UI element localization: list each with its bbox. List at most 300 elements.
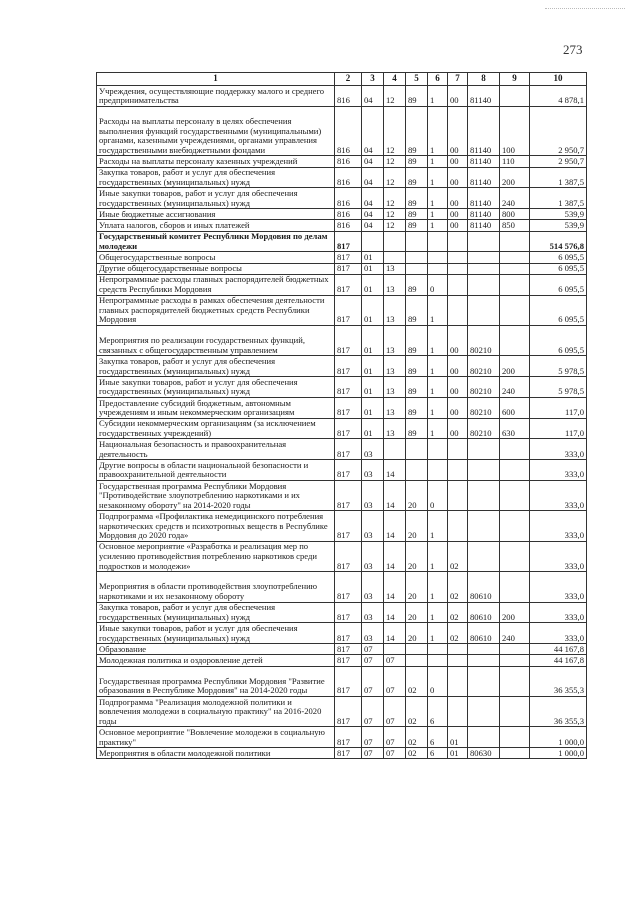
row-event [448, 231, 468, 252]
row-subsection: 13 [384, 397, 406, 418]
table-row [97, 263, 587, 274]
row-subsection: 14 [384, 602, 406, 623]
row-name: Непрограммные расходы в рамках обеспечения деятельности главных распорядителей бюджетных средств Республики Мордовия [97, 295, 335, 325]
row-expense-type: 240 [500, 188, 530, 209]
row-section: 01 [362, 274, 384, 295]
row-name: Расходы на выплаты персоналу в целях обеспечения выполнения функций государственными (муниципальными) органами, казенными учреждениями, органами управления государственными внебюджетными фондами [97, 106, 335, 156]
table-row [97, 356, 587, 377]
row-direction [468, 295, 500, 325]
row-admin-code: 816 [335, 106, 362, 156]
row-section: 01 [362, 356, 384, 377]
row-subprogram [428, 460, 448, 481]
row-direction [468, 666, 500, 696]
page-number: 273 [563, 42, 583, 57]
row-subsection: 14 [384, 481, 406, 511]
table-row [97, 727, 587, 748]
row-direction: 81140 [468, 156, 500, 167]
row-subprogram: 1 [428, 377, 448, 398]
row-name: Подпрограмма "Реализация молодежной политики и вовлечения молодежи в социальную практику" на 2016-2020 годы [97, 697, 335, 727]
row-section: 03 [362, 572, 384, 602]
row-event: 00 [448, 397, 468, 418]
table-row [97, 418, 587, 439]
row-program: 02 [406, 697, 428, 727]
row-section: 01 [362, 325, 384, 355]
table-row [97, 481, 587, 511]
row-expense-type [500, 697, 530, 727]
row-expense-type [500, 541, 530, 571]
row-amount: 333,0 [530, 623, 587, 644]
row-program [406, 252, 428, 263]
row-amount: 6 095,5 [530, 263, 587, 274]
row-admin-code: 817 [335, 263, 362, 274]
row-section: 04 [362, 156, 384, 167]
row-admin-code: 817 [335, 572, 362, 602]
table-row [97, 655, 587, 666]
row-expense-type [500, 86, 530, 107]
row-event: 00 [448, 106, 468, 156]
row-amount: 1 387,5 [530, 188, 587, 209]
row-name: Государственная программа Республики Мордовия "Противодействие злоупотреблению наркотиками и их незаконному обороту" на 2014-2020 годы [97, 481, 335, 511]
table-body [97, 86, 587, 759]
row-expense-type: 600 [500, 397, 530, 418]
row-program [406, 439, 428, 460]
row-admin-code: 817 [335, 481, 362, 511]
row-direction: 81140 [468, 86, 500, 107]
row-subprogram: 1 [428, 220, 448, 231]
row-section: 03 [362, 511, 384, 541]
row-program: 89 [406, 418, 428, 439]
row-program [406, 231, 428, 252]
column-header: 2 [335, 73, 362, 86]
row-subprogram: 1 [428, 511, 448, 541]
row-event: 02 [448, 572, 468, 602]
column-header: 5 [406, 73, 428, 86]
row-direction [468, 697, 500, 727]
row-subprogram [428, 263, 448, 274]
row-admin-code: 817 [335, 295, 362, 325]
row-program: 89 [406, 209, 428, 220]
row-direction: 80210 [468, 356, 500, 377]
row-admin-code: 816 [335, 220, 362, 231]
row-admin-code: 817 [335, 602, 362, 623]
row-expense-type [500, 460, 530, 481]
row-amount: 6 095,5 [530, 295, 587, 325]
column-header: 8 [468, 73, 500, 86]
row-section: 01 [362, 252, 384, 263]
row-event [448, 481, 468, 511]
row-admin-code: 816 [335, 209, 362, 220]
row-subsection [384, 252, 406, 263]
row-admin-code: 817 [335, 655, 362, 666]
row-subprogram [428, 231, 448, 252]
row-program: 89 [406, 106, 428, 156]
row-admin-code: 817 [335, 511, 362, 541]
row-direction: 81140 [468, 209, 500, 220]
row-expense-type [500, 572, 530, 602]
row-expense-type: 240 [500, 623, 530, 644]
row-name: Мероприятия по реализации государственных функций, связанных с общегосударственным управлением [97, 325, 335, 355]
row-expense-type: 200 [500, 167, 530, 188]
row-program [406, 655, 428, 666]
row-program: 20 [406, 602, 428, 623]
row-expense-type: 200 [500, 356, 530, 377]
column-header: 3 [362, 73, 384, 86]
row-subsection: 12 [384, 209, 406, 220]
row-subprogram: 1 [428, 188, 448, 209]
row-event: 02 [448, 623, 468, 644]
row-section: 03 [362, 623, 384, 644]
row-subsection: 07 [384, 666, 406, 696]
row-expense-type: 850 [500, 220, 530, 231]
row-name: Мероприятия в области противодействия злоупотреблению наркотиками и их незаконному обороту [97, 572, 335, 602]
row-direction [468, 439, 500, 460]
row-program: 20 [406, 541, 428, 571]
row-subprogram: 6 [428, 748, 448, 759]
table-row [97, 106, 587, 156]
row-subsection: 07 [384, 727, 406, 748]
table-row [97, 220, 587, 231]
table-row [97, 460, 587, 481]
row-direction: 81140 [468, 188, 500, 209]
row-admin-code: 817 [335, 397, 362, 418]
row-direction [468, 511, 500, 541]
row-program: 89 [406, 167, 428, 188]
row-event [448, 263, 468, 274]
row-subsection: 13 [384, 418, 406, 439]
row-subprogram: 1 [428, 156, 448, 167]
row-section: 07 [362, 727, 384, 748]
row-direction [468, 655, 500, 666]
row-direction [468, 541, 500, 571]
row-subsection: 14 [384, 623, 406, 644]
row-program: 89 [406, 86, 428, 107]
row-amount: 1 000,0 [530, 727, 587, 748]
table-row [97, 541, 587, 571]
row-amount: 6 095,5 [530, 274, 587, 295]
row-admin-code: 817 [335, 666, 362, 696]
row-amount: 539,9 [530, 209, 587, 220]
table-row [97, 439, 587, 460]
row-expense-type [500, 231, 530, 252]
row-section: 03 [362, 439, 384, 460]
row-name: Другие вопросы в области национальной безопасности и правоохранительной деятельности [97, 460, 335, 481]
row-program: 02 [406, 748, 428, 759]
row-direction [468, 231, 500, 252]
table-row [97, 188, 587, 209]
row-subsection: 12 [384, 156, 406, 167]
row-amount: 333,0 [530, 460, 587, 481]
row-program: 20 [406, 481, 428, 511]
row-direction [468, 460, 500, 481]
table-row [97, 252, 587, 263]
row-name: Иные бюджетные ассигнования [97, 209, 335, 220]
row-subprogram: 1 [428, 572, 448, 602]
row-name: Государственный комитет Республики Мордовия по делам молодежи [97, 231, 335, 252]
row-program: 89 [406, 220, 428, 231]
row-admin-code: 816 [335, 86, 362, 107]
row-subsection: 13 [384, 263, 406, 274]
row-subprogram: 1 [428, 397, 448, 418]
table-row [97, 697, 587, 727]
row-amount: 117,0 [530, 397, 587, 418]
row-admin-code: 817 [335, 623, 362, 644]
row-amount: 333,0 [530, 511, 587, 541]
row-subsection: 14 [384, 541, 406, 571]
row-subsection: 07 [384, 748, 406, 759]
row-subprogram [428, 252, 448, 263]
row-event [448, 252, 468, 263]
column-header: 6 [428, 73, 448, 86]
row-name: Учреждения, осуществляющие поддержку малого и среднего предпринимательства [97, 86, 335, 107]
table-row [97, 623, 587, 644]
row-subsection: 12 [384, 86, 406, 107]
row-section: 03 [362, 541, 384, 571]
row-subsection: 12 [384, 167, 406, 188]
row-section: 04 [362, 209, 384, 220]
column-header: 4 [384, 73, 406, 86]
row-subsection: 07 [384, 697, 406, 727]
row-subsection [384, 439, 406, 460]
row-subprogram: 0 [428, 481, 448, 511]
row-expense-type: 200 [500, 602, 530, 623]
row-admin-code: 817 [335, 727, 362, 748]
row-subprogram: 1 [428, 106, 448, 156]
row-name: Расходы на выплаты персоналу казенных учреждений [97, 156, 335, 167]
row-amount: 333,0 [530, 602, 587, 623]
row-amount: 44 167,8 [530, 644, 587, 655]
row-name: Иные закупки товаров, работ и услуг для обеспечения государственных (муниципальных) нужд [97, 377, 335, 398]
row-expense-type [500, 655, 530, 666]
row-program: 89 [406, 295, 428, 325]
row-section: 03 [362, 602, 384, 623]
row-direction [468, 263, 500, 274]
row-name: Закупка товаров, работ и услуг для обеспечения государственных (муниципальных) нужд [97, 167, 335, 188]
row-subsection [384, 644, 406, 655]
row-program: 20 [406, 511, 428, 541]
row-admin-code: 817 [335, 252, 362, 263]
row-subprogram: 1 [428, 623, 448, 644]
row-subsection: 13 [384, 295, 406, 325]
row-expense-type [500, 644, 530, 655]
row-program: 89 [406, 156, 428, 167]
row-subprogram: 1 [428, 295, 448, 325]
scan-mark [545, 8, 625, 10]
row-program: 89 [406, 188, 428, 209]
row-amount: 333,0 [530, 572, 587, 602]
row-name: Уплата налогов, сборов и иных платежей [97, 220, 335, 231]
row-direction: 80610 [468, 602, 500, 623]
row-amount: 117,0 [530, 418, 587, 439]
row-expense-type [500, 439, 530, 460]
row-program: 89 [406, 325, 428, 355]
row-name: Другие общегосударственные вопросы [97, 263, 335, 274]
row-event [448, 697, 468, 727]
table-header-row [97, 73, 587, 86]
row-section: 04 [362, 220, 384, 231]
row-section: 01 [362, 418, 384, 439]
row-name: Национальная безопасность и правоохранительная деятельность [97, 439, 335, 460]
table-row [97, 511, 587, 541]
table-row [97, 274, 587, 295]
row-amount: 514 576,8 [530, 231, 587, 252]
row-subprogram: 6 [428, 697, 448, 727]
table-row [97, 748, 587, 759]
table-row [97, 209, 587, 220]
row-admin-code: 817 [335, 439, 362, 460]
row-program: 20 [406, 572, 428, 602]
row-program: 02 [406, 727, 428, 748]
table-row [97, 167, 587, 188]
row-event [448, 274, 468, 295]
row-expense-type: 240 [500, 377, 530, 398]
row-subprogram: 1 [428, 209, 448, 220]
row-subprogram: 1 [428, 418, 448, 439]
row-expense-type: 100 [500, 106, 530, 156]
row-section: 04 [362, 106, 384, 156]
row-event: 00 [448, 188, 468, 209]
row-expense-type: 800 [500, 209, 530, 220]
row-expense-type [500, 325, 530, 355]
row-admin-code: 816 [335, 156, 362, 167]
table-row [97, 602, 587, 623]
row-name: Общегосударственные вопросы [97, 252, 335, 263]
row-program: 20 [406, 623, 428, 644]
row-amount: 36 355,3 [530, 697, 587, 727]
row-program: 89 [406, 274, 428, 295]
row-name: Иные закупки товаров, работ и услуг для обеспечения государственных (муниципальных) нужд [97, 623, 335, 644]
table-row [97, 377, 587, 398]
row-direction: 81140 [468, 106, 500, 156]
row-section: 07 [362, 697, 384, 727]
row-event: 01 [448, 748, 468, 759]
row-subprogram: 0 [428, 274, 448, 295]
row-program [406, 460, 428, 481]
row-subsection: 07 [384, 655, 406, 666]
row-section: 01 [362, 397, 384, 418]
row-direction: 81140 [468, 220, 500, 231]
row-program: 02 [406, 666, 428, 696]
row-name: Молодежная политика и оздоровление детей [97, 655, 335, 666]
row-amount: 2 950,7 [530, 156, 587, 167]
row-event [448, 511, 468, 541]
row-event: 00 [448, 418, 468, 439]
row-amount: 1 387,5 [530, 167, 587, 188]
row-event [448, 655, 468, 666]
table-row [97, 572, 587, 602]
row-direction: 80630 [468, 748, 500, 759]
row-expense-type [500, 274, 530, 295]
row-direction: 80210 [468, 397, 500, 418]
row-subsection: 12 [384, 106, 406, 156]
row-expense-type [500, 481, 530, 511]
row-section [362, 231, 384, 252]
table-row [97, 397, 587, 418]
row-subprogram: 0 [428, 666, 448, 696]
row-section: 07 [362, 748, 384, 759]
row-expense-type [500, 727, 530, 748]
row-amount: 539,9 [530, 220, 587, 231]
row-expense-type: 630 [500, 418, 530, 439]
row-expense-type: 110 [500, 156, 530, 167]
row-admin-code: 817 [335, 748, 362, 759]
row-event: 00 [448, 167, 468, 188]
row-name: Предоставление субсидий бюджетным, автономным учреждениям и иным некоммерческим организациям [97, 397, 335, 418]
budget-table [96, 72, 587, 759]
table-row [97, 86, 587, 107]
row-admin-code: 817 [335, 460, 362, 481]
row-section: 03 [362, 460, 384, 481]
row-admin-code: 816 [335, 167, 362, 188]
row-section: 07 [362, 655, 384, 666]
row-amount: 333,0 [530, 481, 587, 511]
row-amount: 1 000,0 [530, 748, 587, 759]
row-section: 01 [362, 377, 384, 398]
column-header: 1 [97, 73, 335, 86]
row-amount: 36 355,3 [530, 666, 587, 696]
row-amount: 5 978,5 [530, 377, 587, 398]
row-name: Мероприятия в области молодежной политики [97, 748, 335, 759]
row-name: Образование [97, 644, 335, 655]
row-subsection: 12 [384, 220, 406, 231]
row-subprogram [428, 655, 448, 666]
row-subsection: 13 [384, 377, 406, 398]
row-event: 02 [448, 602, 468, 623]
row-subprogram [428, 644, 448, 655]
row-amount: 333,0 [530, 541, 587, 571]
row-admin-code: 817 [335, 377, 362, 398]
table-row [97, 156, 587, 167]
row-expense-type [500, 511, 530, 541]
row-subsection: 14 [384, 460, 406, 481]
row-subsection [384, 231, 406, 252]
row-amount: 6 095,5 [530, 325, 587, 355]
row-subprogram: 1 [428, 356, 448, 377]
row-subsection: 13 [384, 356, 406, 377]
row-event: 00 [448, 220, 468, 231]
table-row [97, 231, 587, 252]
row-name: Иные закупки товаров, работ и услуг для обеспечения государственных (муниципальных) нужд [97, 188, 335, 209]
row-subsection: 14 [384, 511, 406, 541]
table-row [97, 644, 587, 655]
column-header: 9 [500, 73, 530, 86]
row-amount: 6 095,5 [530, 252, 587, 263]
row-subsection: 14 [384, 572, 406, 602]
row-event: 00 [448, 209, 468, 220]
row-event [448, 439, 468, 460]
row-section: 04 [362, 188, 384, 209]
row-event [448, 644, 468, 655]
table-row [97, 325, 587, 355]
row-name: Основное мероприятие "Вовлечение молодежи в социальную практику" [97, 727, 335, 748]
row-section: 04 [362, 167, 384, 188]
row-direction: 80210 [468, 377, 500, 398]
row-amount: 2 950,7 [530, 106, 587, 156]
row-event: 00 [448, 86, 468, 107]
row-program: 89 [406, 377, 428, 398]
row-amount: 44 167,8 [530, 655, 587, 666]
row-section: 04 [362, 86, 384, 107]
row-event: 01 [448, 727, 468, 748]
row-event: 02 [448, 541, 468, 571]
row-direction: 80610 [468, 572, 500, 602]
row-direction [468, 644, 500, 655]
row-event [448, 666, 468, 696]
row-admin-code: 817 [335, 697, 362, 727]
row-direction: 80610 [468, 623, 500, 644]
row-event: 00 [448, 156, 468, 167]
row-subprogram [428, 439, 448, 460]
row-name: Государственная программа Республики Мордовия "Развитие образования в Республике Мордовия" на 2014-2020 годы [97, 666, 335, 696]
